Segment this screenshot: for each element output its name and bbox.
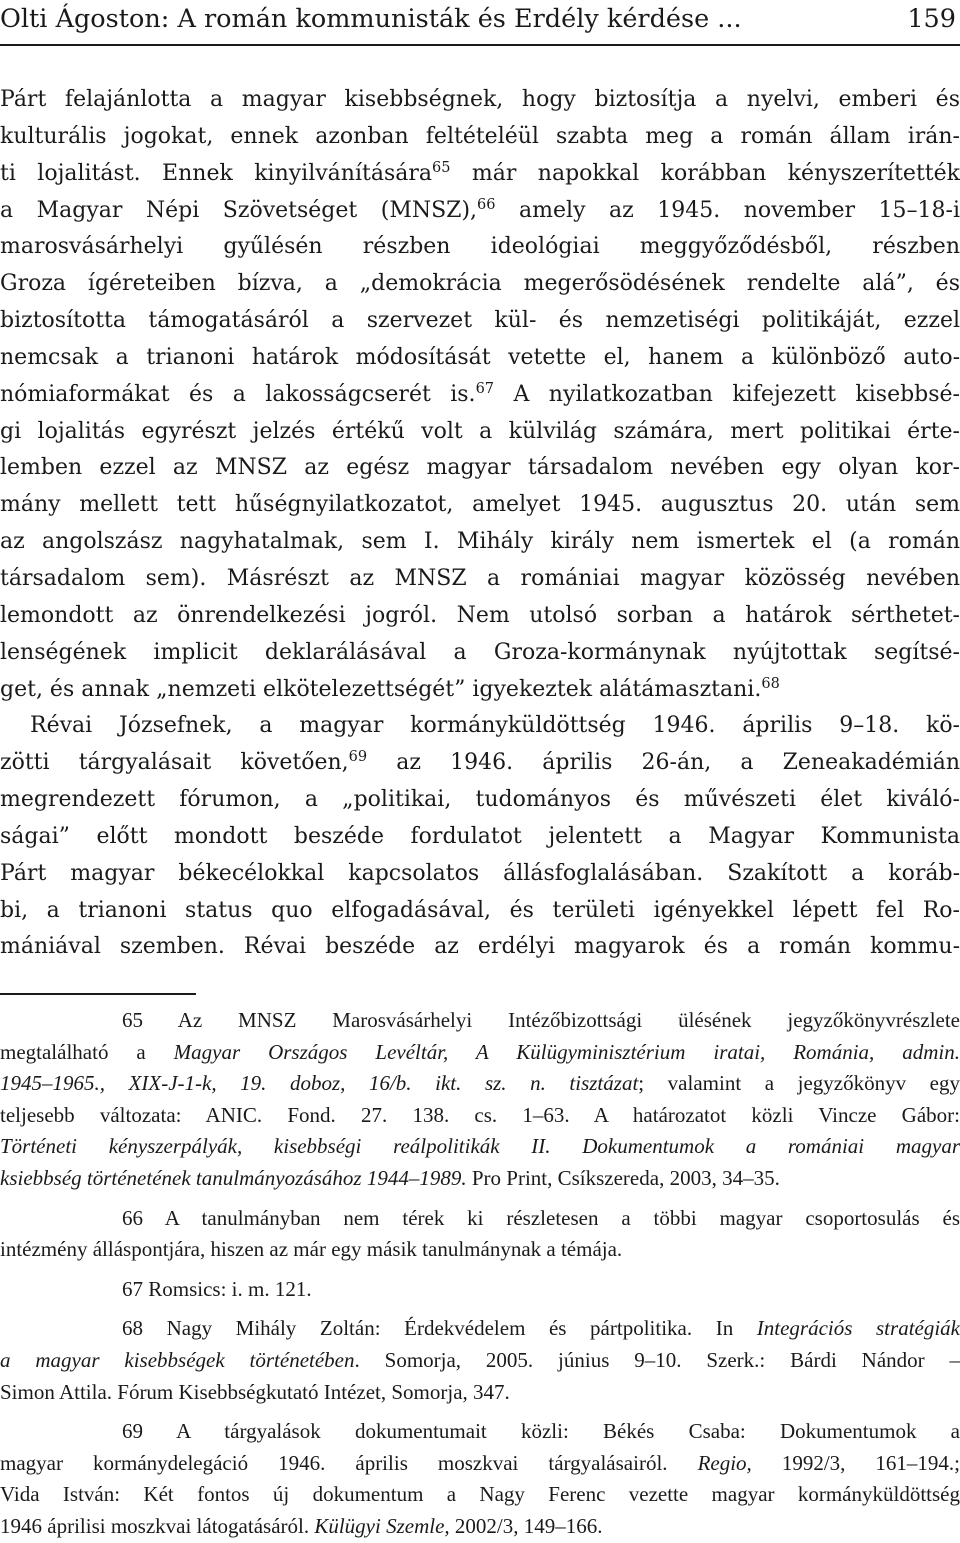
footnote-line-text: 65 Az MNSZ Marosvásárhelyi Intézőbizottsági ülésének jegyzőkönyvrészlete — [122, 1008, 960, 1032]
body-line-text: társadalom sem). Másrészt az MNSZ a romániai magyar közösség nevében — [0, 565, 960, 591]
header-rule — [0, 44, 960, 46]
body-line — [0, 340, 960, 377]
footnote-line — [0, 1511, 960, 1543]
footnote-line-text: megtalálható a Magyar Országos Levéltár, A Külügyminisztérium iratai, Románia, admin. — [0, 1039, 960, 1064]
body-line — [0, 598, 960, 635]
body-line-text: megrendezett fórumon, a „politikai, tudományos és művészeti élet kiváló- — [0, 787, 960, 813]
footnote-line-text: ksiebbség történetének tanulmányozásához 1944–1989. Pro Print, Csíkszereda, 2003, 34–35. — [0, 1165, 780, 1190]
body-line-text: lemondott az önrendelkezési jogról. Nem utolsó sorban a határok sérthetet- — [0, 602, 960, 628]
body-line — [0, 119, 960, 156]
body-line — [0, 708, 960, 745]
body-line-text: nemcsak a trianoni határok módosítását vetette el, hanem a különböző auto- — [0, 344, 960, 370]
body-line-text: Párt felajánlotta a magyar kisebbségnek, hogy biztosítja a nyelvi, emberi és — [0, 87, 960, 112]
body-line — [0, 450, 960, 487]
body-line — [0, 745, 960, 782]
body-line — [0, 856, 960, 893]
footnote-line-text: 1946 áprilisi moszkvai látogatásáról. Külügyi Szemle, 2002/3, 149–166. — [0, 1513, 603, 1538]
footnote-line — [0, 1274, 960, 1306]
body-line-text: mány mellett tett hűségnyilatkozatot, amelyet 1945. augusztus 20. után sem — [0, 492, 960, 518]
running-title: Olti Ágoston: A román kommunisták és Erdély kérdése ... — [0, 4, 742, 34]
footnote-line-text: Történeti kényszerpályák, kisebbségi reálpolitikák II. Dokumentumok a romániai magyar — [0, 1134, 960, 1159]
body-line-text: az angolszász nagyhatalmak, sem I. Mihály király nem ismertek el (a román — [0, 529, 960, 555]
footnote-line — [0, 1068, 960, 1100]
footnote-line-text: 1945–1965., XIX-J-1-k, 19. doboz, 16/b. ikt. sz. n. tisztázat; valamint a jegyzőkönyv egy — [0, 1071, 960, 1096]
body-line-text: gi lojalitás egyrészt jelzés értékű volt a külvilág számára, mert politikai érte- — [0, 418, 960, 444]
footnote-line — [0, 1313, 960, 1345]
body-line — [0, 929, 960, 966]
body-line-text: Révai Józsefnek, a magyar kormányküldöttség 1946. április 9–18. kö- — [30, 713, 960, 739]
body-line-text: get, és annak „nemzeti elkötelezettségét” igyekeztek alátámasztani.$^{68}$ — [0, 675, 780, 702]
footnote-line — [0, 1100, 960, 1132]
body-line — [0, 193, 960, 230]
body-line-text: marosvásárhelyi gyűlésén részben ideológiai meggyőződésből, részben — [0, 234, 960, 260]
body-line-text: lenségének implicit deklarálásával a Groza-kormánynak nyújtottak segítsé- — [0, 639, 960, 665]
body-line-text: Párt magyar békecélokkal kapcsolatos állásfoglalásában. Szakított a koráb- — [0, 860, 960, 886]
footnote-line — [0, 1037, 960, 1069]
footnote-line-text: a magyar kisebbségek történetében. Somorja, 2005. június 9–10. Szerk.: Bárdi Nándor – — [0, 1347, 960, 1372]
body-line-text: biztosította támogatásáról a szervezet kül- és nemzetiségi politikáját, ezzel — [0, 308, 960, 334]
running-header — [0, 0, 960, 50]
body-line — [0, 524, 960, 561]
body-line — [0, 561, 960, 598]
footnote-line — [0, 1005, 960, 1037]
body-line-text: zötti tárgyalásait követően,$^{69}$ az 1946. április 26-án, a Zeneakadémián — [0, 749, 960, 776]
body-line — [0, 266, 960, 303]
body-line — [0, 414, 960, 451]
body-line-text: mániával szemben. Révai beszéde az erdélyi magyarok és a román kommu- — [0, 934, 960, 960]
body-line-text: ságai” előtt mondott beszéde fordulatot jelentett a Magyar Kommunista — [0, 823, 960, 849]
body-line-text: bi, a trianoni status quo elfogadásával, és területi igényekkel lépett fel Ro- — [0, 897, 960, 923]
footnote-line — [0, 1131, 960, 1163]
body-line — [0, 229, 960, 266]
footnote-line — [0, 1234, 960, 1266]
body-line-text: lemben ezzel az MNSZ az egész magyar társadalom nevében egy olyan kor- — [0, 455, 960, 481]
footnote-line-text: 67 Romsics: i. m. 121. — [122, 1276, 312, 1301]
body-line-text: kulturális jogokat, ennek azonban feltételéül szabta meg a román állam irán- — [0, 123, 960, 149]
body-line-text: nómiaformákat és a lakosságcserét is.$^{67}$ A nyilatkozatban kifejezett kisebbsé- — [0, 380, 960, 407]
body-line — [0, 672, 960, 709]
footnote-line — [0, 1416, 960, 1448]
footnote-line — [0, 1345, 960, 1377]
footnote-line-text: intézmény álláspontjára, hiszen az már egy másik tanulmánynak a témája. — [0, 1237, 623, 1262]
body-line — [0, 782, 960, 819]
footnote-line-text: Simon Attila. Fórum Kisebbségkutató Intézet, Somorja, 347. — [0, 1379, 510, 1404]
footnote-line-text: Vida István: Két fontos új dokumentum a Nagy Ferenc vezette magyar kormányküldöttség — [0, 1482, 960, 1507]
body-line-text: Groza ígéreteiben bízva, a „demokrácia megerősödésének rendelte alá”, és — [0, 271, 960, 297]
footnote-line — [0, 1377, 960, 1409]
page-number: 159 — [907, 4, 956, 34]
footnote-line-text: teljesebb változata: ANIC. Fond. 27. 138. cs. 1–63. A határozatot közli Vincze Gábor: — [0, 1102, 960, 1127]
footnote-line-text: magyar kormánydelegáció 1946. április moszkvai tárgyalásairól. Regio, 1992/3, 161–194.; — [0, 1450, 960, 1475]
body-line — [0, 82, 960, 119]
body-line — [0, 156, 960, 193]
footnotes — [0, 1005, 960, 1543]
footnote-line-text: 68 Nagy Mihály Zoltán: Érdekvédelem és pártpolitika. In Integrációs stratégiák — [122, 1316, 960, 1341]
footnote-line — [0, 1479, 960, 1511]
footnote-line-text: 66 A tanulmányban nem térek ki részletesen a többi magyar csoportosulás és — [122, 1205, 960, 1230]
body-line — [0, 635, 960, 672]
body-line — [0, 487, 960, 524]
body-line — [0, 377, 960, 414]
body-line — [0, 893, 960, 930]
body-line-text: ti lojalitást. Ennek kinyilvánítására$^{65}$ már napokkal korábban kényszerítették — [0, 159, 960, 186]
body-text — [0, 82, 960, 966]
footnote-separator — [0, 993, 196, 995]
body-line-text: a Magyar Népi Szövetséget (MNSZ),$^{66}$ amely az 1945. november 15–18-i — [0, 196, 960, 223]
footnote-line — [0, 1448, 960, 1480]
footnote-line — [0, 1203, 960, 1235]
body-line — [0, 303, 960, 340]
body-line — [0, 819, 960, 856]
footnote-line — [0, 1163, 960, 1195]
footnote-line-text: 69 A tárgyalások dokumentumait közli: Békés Csaba: Dokumentumok a — [122, 1419, 960, 1444]
